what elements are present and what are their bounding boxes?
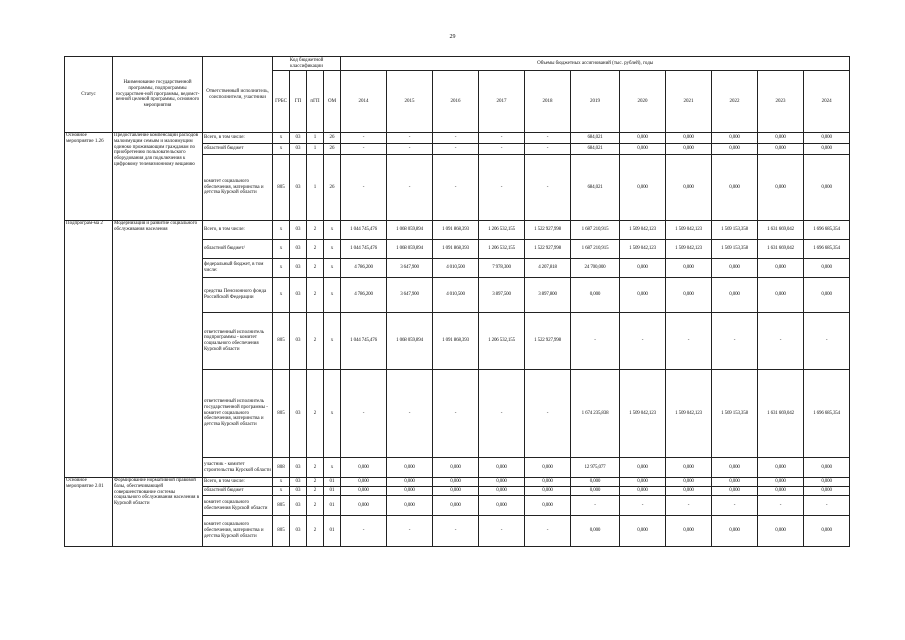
value-cell-2024: 1 696 685,354 bbox=[804, 240, 850, 259]
om-cell: x bbox=[324, 259, 341, 278]
om-cell: x bbox=[324, 278, 341, 313]
header-year-2021: 2021 bbox=[666, 71, 712, 133]
value-cell-2017: 0,000 bbox=[479, 458, 525, 478]
value-cell-2019: - bbox=[571, 313, 620, 370]
value-cell-2024: 0,000 bbox=[804, 487, 850, 496]
value-cell-2023: - bbox=[758, 496, 804, 516]
value-cell-2014: 0,000 bbox=[341, 487, 387, 496]
value-cell-2023: - bbox=[758, 313, 804, 370]
value-cell-2022: 0,000 bbox=[712, 144, 758, 155]
value-cell-2018: - bbox=[525, 155, 571, 221]
value-cell-2023: 0,000 bbox=[758, 144, 804, 155]
header-code-2: ГП bbox=[290, 71, 307, 133]
value-cell-2023: 0,000 bbox=[758, 487, 804, 496]
value-cell-2017: - bbox=[479, 370, 525, 458]
value-cell-2022: 0,000 bbox=[712, 133, 758, 144]
grbs-cell: 805 bbox=[273, 496, 290, 516]
value-cell-2021: 0,000 bbox=[666, 458, 712, 478]
value-cell-2024: - bbox=[804, 496, 850, 516]
value-cell-2022: 0,000 bbox=[712, 278, 758, 313]
value-cell-2016: 4 010,500 bbox=[433, 259, 479, 278]
responsible-cell: комитет социального обеспечения, материнства и детства Курской области bbox=[203, 155, 273, 221]
table-row bbox=[65, 221, 850, 240]
value-cell-2014: - bbox=[341, 144, 387, 155]
gp-cell: 03 bbox=[290, 487, 307, 496]
value-cell-2014: - bbox=[341, 155, 387, 221]
value-cell-2014: 0,000 bbox=[341, 496, 387, 516]
value-cell-2016: - bbox=[433, 155, 479, 221]
value-cell-2021: - bbox=[666, 496, 712, 516]
value-cell-2021: 1 509 042,123 bbox=[666, 240, 712, 259]
value-cell-2018: - bbox=[525, 370, 571, 458]
om-cell: x bbox=[324, 240, 341, 259]
page-number: 29 bbox=[449, 34, 456, 40]
header-year-2019: 2019 bbox=[571, 71, 620, 133]
header-year-2018: 2018 bbox=[525, 71, 571, 133]
responsible-cell: ответственный исполнитель государственной программы - комитет социального обеспечения, материнства и детства Курской области bbox=[203, 370, 273, 458]
table-row bbox=[65, 133, 850, 144]
value-cell-2023: 0,000 bbox=[758, 133, 804, 144]
om-cell: 26 bbox=[324, 155, 341, 221]
om-cell: 01 bbox=[324, 516, 341, 547]
value-cell-2016: - bbox=[433, 516, 479, 547]
responsible-cell: областной бюджет/ bbox=[203, 240, 273, 259]
value-cell-2022: - bbox=[712, 496, 758, 516]
value-cell-2024: 0,000 bbox=[804, 155, 850, 221]
header-year-2016: 2016 bbox=[433, 71, 479, 133]
value-cell-2016: 1 091 868,393 bbox=[433, 221, 479, 240]
value-cell-2015: - bbox=[387, 144, 433, 155]
value-cell-2017: 0,000 bbox=[479, 496, 525, 516]
status-cell: Основное мероприятие 1.26 bbox=[65, 133, 113, 221]
value-cell-2021: 0,000 bbox=[666, 478, 712, 487]
responsible-cell: средства Пенсионного фонда Российской Федерации bbox=[203, 278, 273, 313]
header-year-2017: 2017 bbox=[479, 71, 525, 133]
value-cell-2018: 0,000 bbox=[525, 478, 571, 487]
value-cell-2015: 0,000 bbox=[387, 487, 433, 496]
value-cell-2019: 0,000 bbox=[571, 278, 620, 313]
name-cell: Формирование нормативной правовой базы, обеспечивающей совершенствование системы социального обслуживания населения в Курской области bbox=[113, 478, 203, 547]
pgp-cell: 2 bbox=[307, 458, 324, 478]
grbs-cell: 805 bbox=[273, 155, 290, 221]
value-cell-2023: 1 631 669,042 bbox=[758, 221, 804, 240]
value-cell-2023: 0,000 bbox=[758, 155, 804, 221]
responsible-cell: комитет социального обеспечения Курской области bbox=[203, 496, 273, 516]
value-cell-2023: 1 631 669,042 bbox=[758, 240, 804, 259]
value-cell-2014: 1 044 745,476 bbox=[341, 313, 387, 370]
gp-cell: 03 bbox=[290, 370, 307, 458]
gp-cell: 03 bbox=[290, 278, 307, 313]
grbs-cell: x bbox=[273, 221, 290, 240]
value-cell-2021: 0,000 bbox=[666, 516, 712, 547]
pgp-cell: 2 bbox=[307, 496, 324, 516]
value-cell-2020: - bbox=[620, 313, 666, 370]
value-cell-2019: 684,021 bbox=[571, 133, 620, 144]
value-cell-2021: 0,000 bbox=[666, 133, 712, 144]
value-cell-2018: 1 522 927,998 bbox=[525, 313, 571, 370]
value-cell-2022: 0,000 bbox=[712, 487, 758, 496]
responsible-cell: участник - комитет строительства Курской области bbox=[203, 458, 273, 478]
value-cell-2019: 1 674 235,838 bbox=[571, 370, 620, 458]
value-cell-2022: 0,000 bbox=[712, 155, 758, 221]
header-year-2024: 2024 bbox=[804, 71, 850, 133]
value-cell-2018: 1 522 927,998 bbox=[525, 221, 571, 240]
value-cell-2017: 1 206 532,155 bbox=[479, 240, 525, 259]
value-cell-2015: 0,000 bbox=[387, 458, 433, 478]
value-cell-2020: - bbox=[620, 496, 666, 516]
value-cell-2024: 0,000 bbox=[804, 259, 850, 278]
grbs-cell: 805 bbox=[273, 313, 290, 370]
gp-cell: 03 bbox=[290, 259, 307, 278]
value-cell-2021: 0,000 bbox=[666, 487, 712, 496]
status-cell: Подпрограм-ма 2 bbox=[65, 221, 113, 478]
header-name: Наименование государственной программы, подпрограммы государствен-ной программы, ведомст-венной целевой программы, основного мероприятия bbox=[113, 57, 203, 133]
value-cell-2022: 0,000 bbox=[712, 516, 758, 547]
value-cell-2019: 1 687 210,915 bbox=[571, 221, 620, 240]
value-cell-2022: 0,000 bbox=[712, 478, 758, 487]
value-cell-2014: 1 044 745,476 bbox=[341, 240, 387, 259]
value-cell-2016: 0,000 bbox=[433, 496, 479, 516]
value-cell-2017: 1 206 532,155 bbox=[479, 221, 525, 240]
pgp-cell: 2 bbox=[307, 240, 324, 259]
value-cell-2021: 0,000 bbox=[666, 278, 712, 313]
value-cell-2023: 0,000 bbox=[758, 478, 804, 487]
pgp-cell: 2 bbox=[307, 478, 324, 487]
responsible-cell: областной бюджет bbox=[203, 144, 273, 155]
om-cell: 01 bbox=[324, 487, 341, 496]
value-cell-2019: 0,000 bbox=[571, 478, 620, 487]
grbs-cell: x bbox=[273, 240, 290, 259]
responsible-cell: ответственный исполнитель подпрограммы - комитет социального обеспечения Курской области bbox=[203, 313, 273, 370]
value-cell-2016: - bbox=[433, 133, 479, 144]
gp-cell: 03 bbox=[290, 313, 307, 370]
value-cell-2020: 0,000 bbox=[620, 458, 666, 478]
value-cell-2024: 0,000 bbox=[804, 133, 850, 144]
value-cell-2018: 0,000 bbox=[525, 487, 571, 496]
value-cell-2015: - bbox=[387, 516, 433, 547]
value-cell-2014: - bbox=[341, 516, 387, 547]
pgp-cell: 2 bbox=[307, 221, 324, 240]
om-cell: 01 bbox=[324, 496, 341, 516]
value-cell-2018: 1 522 927,998 bbox=[525, 240, 571, 259]
value-cell-2019: 1 687 210,915 bbox=[571, 240, 620, 259]
value-cell-2020: 0,000 bbox=[620, 259, 666, 278]
value-cell-2019: - bbox=[571, 496, 620, 516]
gp-cell: 03 bbox=[290, 516, 307, 547]
value-cell-2022: 0,000 bbox=[712, 458, 758, 478]
value-cell-2015: 0,000 bbox=[387, 496, 433, 516]
value-cell-2024: 0,000 bbox=[804, 278, 850, 313]
grbs-cell: 805 bbox=[273, 370, 290, 458]
table-header bbox=[65, 57, 850, 133]
grbs-cell: x bbox=[273, 478, 290, 487]
gp-cell: 03 bbox=[290, 496, 307, 516]
om-cell: 01 bbox=[324, 478, 341, 487]
header-year-2023: 2023 bbox=[758, 71, 804, 133]
responsible-cell: Всего, в том числе: bbox=[203, 478, 273, 487]
value-cell-2018: 0,000 bbox=[525, 458, 571, 478]
value-cell-2021: 1 509 042,123 bbox=[666, 370, 712, 458]
header-year-2014: 2014 bbox=[341, 71, 387, 133]
value-cell-2014: 4 786,200 bbox=[341, 278, 387, 313]
om-cell: x bbox=[324, 221, 341, 240]
value-cell-2014: 0,000 bbox=[341, 478, 387, 487]
value-cell-2017: - bbox=[479, 144, 525, 155]
value-cell-2015: 3 647,900 bbox=[387, 278, 433, 313]
value-cell-2023: 1 631 669,042 bbox=[758, 370, 804, 458]
gp-cell: 03 bbox=[290, 240, 307, 259]
gp-cell: 03 bbox=[290, 144, 307, 155]
value-cell-2022: - bbox=[712, 313, 758, 370]
value-cell-2018: - bbox=[525, 133, 571, 144]
value-cell-2019: 684,021 bbox=[571, 155, 620, 221]
value-cell-2018: 3 897,800 bbox=[525, 278, 571, 313]
header-year-2022: 2022 bbox=[712, 71, 758, 133]
value-cell-2020: 0,000 bbox=[620, 478, 666, 487]
om-cell: 26 bbox=[324, 144, 341, 155]
value-cell-2020: 0,000 bbox=[620, 155, 666, 221]
value-cell-2020: 1 509 042,123 bbox=[620, 370, 666, 458]
value-cell-2016: 0,000 bbox=[433, 458, 479, 478]
value-cell-2014: 0,000 bbox=[341, 458, 387, 478]
grbs-cell: x bbox=[273, 133, 290, 144]
value-cell-2015: - bbox=[387, 155, 433, 221]
value-cell-2017: 1 206 532,155 bbox=[479, 313, 525, 370]
value-cell-2024: 0,000 bbox=[804, 144, 850, 155]
value-cell-2023: 0,000 bbox=[758, 516, 804, 547]
value-cell-2017: - bbox=[479, 516, 525, 547]
value-cell-2024: 0,000 bbox=[804, 516, 850, 547]
value-cell-2024: - bbox=[804, 313, 850, 370]
value-cell-2016: 0,000 bbox=[433, 487, 479, 496]
header-responsible: Ответственный исполнитель, соисполнители, участники bbox=[203, 57, 273, 133]
table-body bbox=[65, 133, 850, 547]
table-row bbox=[65, 478, 850, 487]
value-cell-2019: 0,000 bbox=[571, 516, 620, 547]
pgp-cell: 2 bbox=[307, 313, 324, 370]
grbs-cell: x bbox=[273, 259, 290, 278]
pgp-cell: 1 bbox=[307, 133, 324, 144]
grbs-cell: x bbox=[273, 144, 290, 155]
value-cell-2022: 1 569 153,358 bbox=[712, 370, 758, 458]
gp-cell: 03 bbox=[290, 478, 307, 487]
value-cell-2021: - bbox=[666, 313, 712, 370]
value-cell-2017: 3 897,500 bbox=[479, 278, 525, 313]
responsible-cell: Всего, в том числе: bbox=[203, 221, 273, 240]
gp-cell: 03 bbox=[290, 133, 307, 144]
value-cell-2018: 4 207,818 bbox=[525, 259, 571, 278]
value-cell-2023: 0,000 bbox=[758, 278, 804, 313]
value-cell-2017: 0,000 bbox=[479, 478, 525, 487]
header-year-2020: 2020 bbox=[620, 71, 666, 133]
value-cell-2020: 0,000 bbox=[620, 487, 666, 496]
grbs-cell: 808 bbox=[273, 458, 290, 478]
pgp-cell: 2 bbox=[307, 370, 324, 458]
value-cell-2016: 0,000 bbox=[433, 478, 479, 487]
budget-table bbox=[64, 56, 850, 547]
grbs-cell: 805 bbox=[273, 516, 290, 547]
value-cell-2016: 1 091 868,393 bbox=[433, 313, 479, 370]
value-cell-2020: 1 509 042,123 bbox=[620, 240, 666, 259]
value-cell-2019: 684,021 bbox=[571, 144, 620, 155]
value-cell-2023: 0,000 bbox=[758, 458, 804, 478]
value-cell-2024: 1 696 685,354 bbox=[804, 370, 850, 458]
name-cell: Модернизация и развитие социального обслуживания населения bbox=[113, 221, 203, 478]
header-code-group: Код бюджетной классификации bbox=[273, 57, 341, 71]
gp-cell: 03 bbox=[290, 155, 307, 221]
value-cell-2018: - bbox=[525, 516, 571, 547]
value-cell-2022: 1 569 153,358 bbox=[712, 240, 758, 259]
om-cell: x bbox=[324, 458, 341, 478]
value-cell-2014: 1 044 745,476 bbox=[341, 221, 387, 240]
value-cell-2018: 0,000 bbox=[525, 496, 571, 516]
pgp-cell: 1 bbox=[307, 144, 324, 155]
value-cell-2020: 0,000 bbox=[620, 144, 666, 155]
pgp-cell: 2 bbox=[307, 516, 324, 547]
value-cell-2016: - bbox=[433, 144, 479, 155]
value-cell-2019: 24 700,000 bbox=[571, 259, 620, 278]
value-cell-2024: 0,000 bbox=[804, 458, 850, 478]
responsible-cell: областной бюджет bbox=[203, 487, 273, 496]
value-cell-2014: - bbox=[341, 370, 387, 458]
value-cell-2016: 4 010,500 bbox=[433, 278, 479, 313]
header-volumes: Объемы бюджетных ассигнований (тыс. рублей), годы bbox=[341, 57, 850, 71]
value-cell-2022: 1 569 153,358 bbox=[712, 221, 758, 240]
value-cell-2017: - bbox=[479, 133, 525, 144]
value-cell-2017: 7 978,300 bbox=[479, 259, 525, 278]
value-cell-2015: - bbox=[387, 370, 433, 458]
value-cell-2014: 4 786,200 bbox=[341, 259, 387, 278]
value-cell-2014: - bbox=[341, 133, 387, 144]
pgp-cell: 2 bbox=[307, 487, 324, 496]
header-code-4: ОМ bbox=[324, 71, 341, 133]
om-cell: 26 bbox=[324, 133, 341, 144]
om-cell: x bbox=[324, 370, 341, 458]
value-cell-2022: 0,000 bbox=[712, 259, 758, 278]
value-cell-2015: - bbox=[387, 133, 433, 144]
value-cell-2020: 0,000 bbox=[620, 278, 666, 313]
value-cell-2015: 1 068 059,894 bbox=[387, 221, 433, 240]
value-cell-2023: 0,000 bbox=[758, 259, 804, 278]
name-cell: Предоставление компенсации расходов малоимущим семьям и малоимущим одиноко проживающим гражданам по приобретению пользовательского оборудования для подключения к цифровому телевизионному вещанию bbox=[113, 133, 203, 221]
header-status: Статус bbox=[65, 57, 113, 133]
responsible-cell: комитет социального обеспечения, материнства и детства Курской области bbox=[203, 516, 273, 547]
header-year-2015: 2015 bbox=[387, 71, 433, 133]
value-cell-2018: - bbox=[525, 144, 571, 155]
value-cell-2021: 0,000 bbox=[666, 155, 712, 221]
pgp-cell: 2 bbox=[307, 259, 324, 278]
value-cell-2024: 0,000 bbox=[804, 478, 850, 487]
pgp-cell: 1 bbox=[307, 155, 324, 221]
gp-cell: 03 bbox=[290, 221, 307, 240]
header-code-3: пГП bbox=[307, 71, 324, 133]
responsible-cell: федеральный бюджет, в том числе: bbox=[203, 259, 273, 278]
value-cell-2024: 1 696 685,354 bbox=[804, 221, 850, 240]
value-cell-2020: 0,000 bbox=[620, 516, 666, 547]
value-cell-2021: 0,000 bbox=[666, 259, 712, 278]
gp-cell: 03 bbox=[290, 458, 307, 478]
responsible-cell: Всего, в том числе: bbox=[203, 133, 273, 144]
value-cell-2021: 1 509 042,123 bbox=[666, 221, 712, 240]
value-cell-2015: 1 068 059,894 bbox=[387, 240, 433, 259]
om-cell: x bbox=[324, 313, 341, 370]
value-cell-2017: - bbox=[479, 155, 525, 221]
grbs-cell: x bbox=[273, 278, 290, 313]
value-cell-2015: 1 068 059,894 bbox=[387, 313, 433, 370]
value-cell-2016: 1 091 868,393 bbox=[433, 240, 479, 259]
header-code-1: ГРБС bbox=[273, 71, 290, 133]
value-cell-2017: 0,000 bbox=[479, 487, 525, 496]
value-cell-2020: 0,000 bbox=[620, 133, 666, 144]
value-cell-2016: - bbox=[433, 370, 479, 458]
value-cell-2019: 0,000 bbox=[571, 487, 620, 496]
status-cell: Основное мероприятие 2.01 bbox=[65, 478, 113, 547]
value-cell-2015: 0,000 bbox=[387, 478, 433, 487]
value-cell-2019: 12 975,077 bbox=[571, 458, 620, 478]
grbs-cell: x bbox=[273, 487, 290, 496]
value-cell-2021: 0,000 bbox=[666, 144, 712, 155]
value-cell-2020: 1 509 042,123 bbox=[620, 221, 666, 240]
value-cell-2015: 3 647,900 bbox=[387, 259, 433, 278]
pgp-cell: 2 bbox=[307, 278, 324, 313]
